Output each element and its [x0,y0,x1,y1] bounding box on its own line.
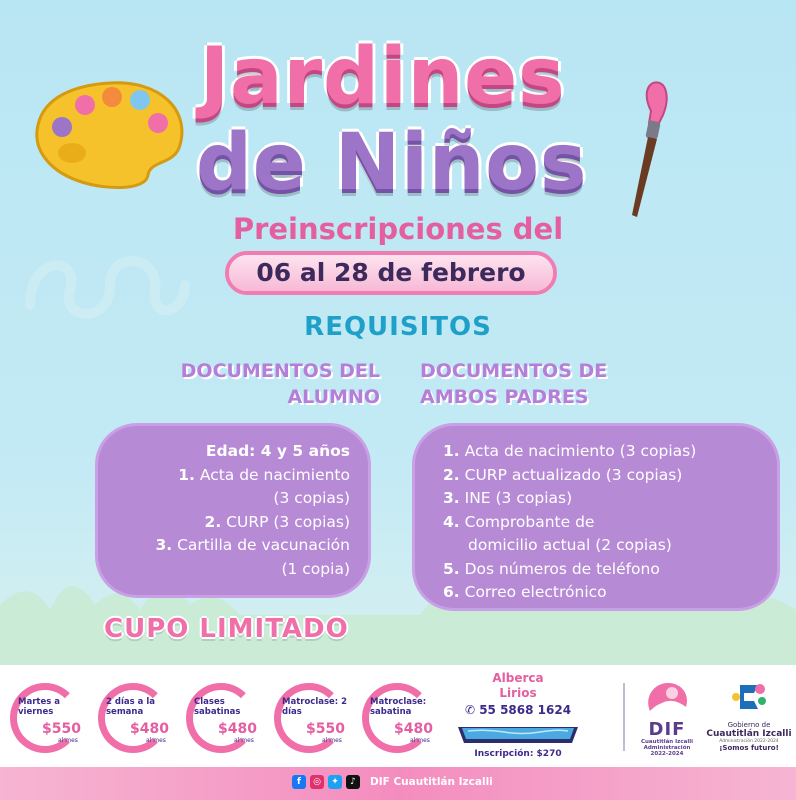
list-item [155,464,350,488]
item-text: CURP (3 copias) [226,512,350,531]
dif-sub1: Cuautitlán Izcalli [640,739,694,745]
dif-logo [634,677,700,757]
gobierno-logo [704,679,794,752]
item-text: INE (3 copias) [464,489,573,507]
list-item-continuation: (3 copias) [273,489,350,507]
paintbrush-icon [605,75,675,220]
dates-text: 06 al 28 de febrero [229,255,553,291]
offer-label: Matroclase: 2 días [282,697,348,717]
social-bar [0,767,796,800]
list-item [443,440,696,464]
list-item [443,487,696,511]
list-item [155,534,350,558]
phone-number: 55 5868 1624 [479,703,572,717]
alberca-name-line2: Lirios [499,686,537,700]
offer-card [362,683,442,753]
alumno-requirements-list [155,440,350,581]
cupo-limitado-label: CUPO LIMITADO [104,614,349,644]
item-text: Correo electrónico [464,583,607,601]
offer-period: al mes [146,737,166,744]
padres-heading [420,358,720,410]
alberca-phone [454,703,582,717]
alberca-name-line1: Alberca [492,671,544,685]
list-item [155,511,350,535]
item-number: 3. [155,536,173,554]
alberca-info [454,671,582,759]
alumno-heading-line1: DOCUMENTOS DEL [180,360,380,382]
alumno-heading-line2: ALUMNO [287,386,380,408]
offer-label: Matroclase: sabatina [370,697,427,717]
item-text: Dos números de teléfono [464,559,660,578]
list-item [443,581,696,605]
item-number: 4. [443,512,460,531]
item-text: Acta de nacimiento (3 copias) [464,442,697,460]
dif-word: DIF [648,719,686,740]
offer-price: $480 [394,721,433,737]
offer-card [186,683,266,753]
offer-card [98,683,178,753]
dif-logo-mark-icon [642,677,692,717]
offer-price: $550 [42,721,81,737]
izcalli-logo-mark-icon [730,679,768,715]
gobierno-line4: ¡Somos futuro! [719,744,779,752]
alumno-requirements-box [95,423,371,598]
padres-heading-line1: DOCUMENTOS DE [420,360,608,382]
offer-card [274,683,354,753]
facebook-icon[interactable]: f [292,775,306,789]
offer-period: al mes [410,737,430,744]
offer-price: $550 [306,721,345,737]
item-number: 2. [443,465,460,484]
item-number: 5. [443,559,460,578]
gobierno-line2: Cuautitlán Izcalli [706,729,792,739]
item-text: Acta de nacimiento [199,465,350,484]
offer-period: al mes [322,737,342,744]
item-number: 3. [443,489,460,507]
item-number: 6. [443,583,460,601]
social-links [292,775,493,789]
offer-price: $480 [130,721,169,737]
title-line-1: Jardines [200,32,566,122]
paint-palette-icon [30,75,190,190]
offer-label: Clases sabatinas [194,697,241,717]
gobierno-line3: Administración 2022-2024 [719,739,779,744]
list-item [443,511,696,535]
padres-heading-line2: AMBOS PADRES [420,386,589,408]
offer-price: $480 [218,721,257,737]
list-item-continuation: domicilio actual (2 copias) [468,536,672,554]
item-number: 2. [204,512,222,531]
alumno-heading [130,358,380,410]
item-text: Cartilla de vacunación [177,536,350,554]
age-label: Edad: 4 y 5 años [205,442,350,460]
offer-period: al mes [58,737,78,744]
offer-label: Martes a viernes [18,697,60,717]
offer-period: al mes [234,737,254,744]
padres-requirements-list [443,440,696,605]
list-item [443,464,696,488]
divider [623,683,625,751]
list-item [443,558,696,582]
instagram-icon[interactable]: ◎ [310,775,324,789]
item-number: 1. [443,442,460,460]
tiktok-icon[interactable]: ♪ [346,775,360,789]
offer-card [10,683,90,753]
title-line-2: de Niños [196,118,588,208]
alberca-inscripcion: Inscripción: $270 [474,749,562,759]
twitter-icon[interactable]: ✦ [328,775,342,789]
list-item-continuation: (1 copia) [281,559,350,578]
preinscripciones-label: Preinscripciones del [232,212,564,246]
item-text: Comprobante de [464,512,595,531]
social-handle[interactable]: DIF Cuautitlán Izcalli [370,776,493,788]
pool-icon [456,721,580,747]
gobierno-line1: Gobierno de [727,721,771,729]
footer-banner [0,665,796,767]
dates-banner [225,251,557,295]
item-text: CURP actualizado (3 copias) [464,465,683,484]
requisitos-heading: REQUISITOS [304,312,492,342]
item-number: 1. [178,465,195,484]
dif-sub2: Administración 2022-2024 [643,745,691,757]
padres-requirements-box [412,423,780,611]
phone-icon: ✆ [464,703,475,717]
offer-label: 2 días a la semana [106,697,155,717]
